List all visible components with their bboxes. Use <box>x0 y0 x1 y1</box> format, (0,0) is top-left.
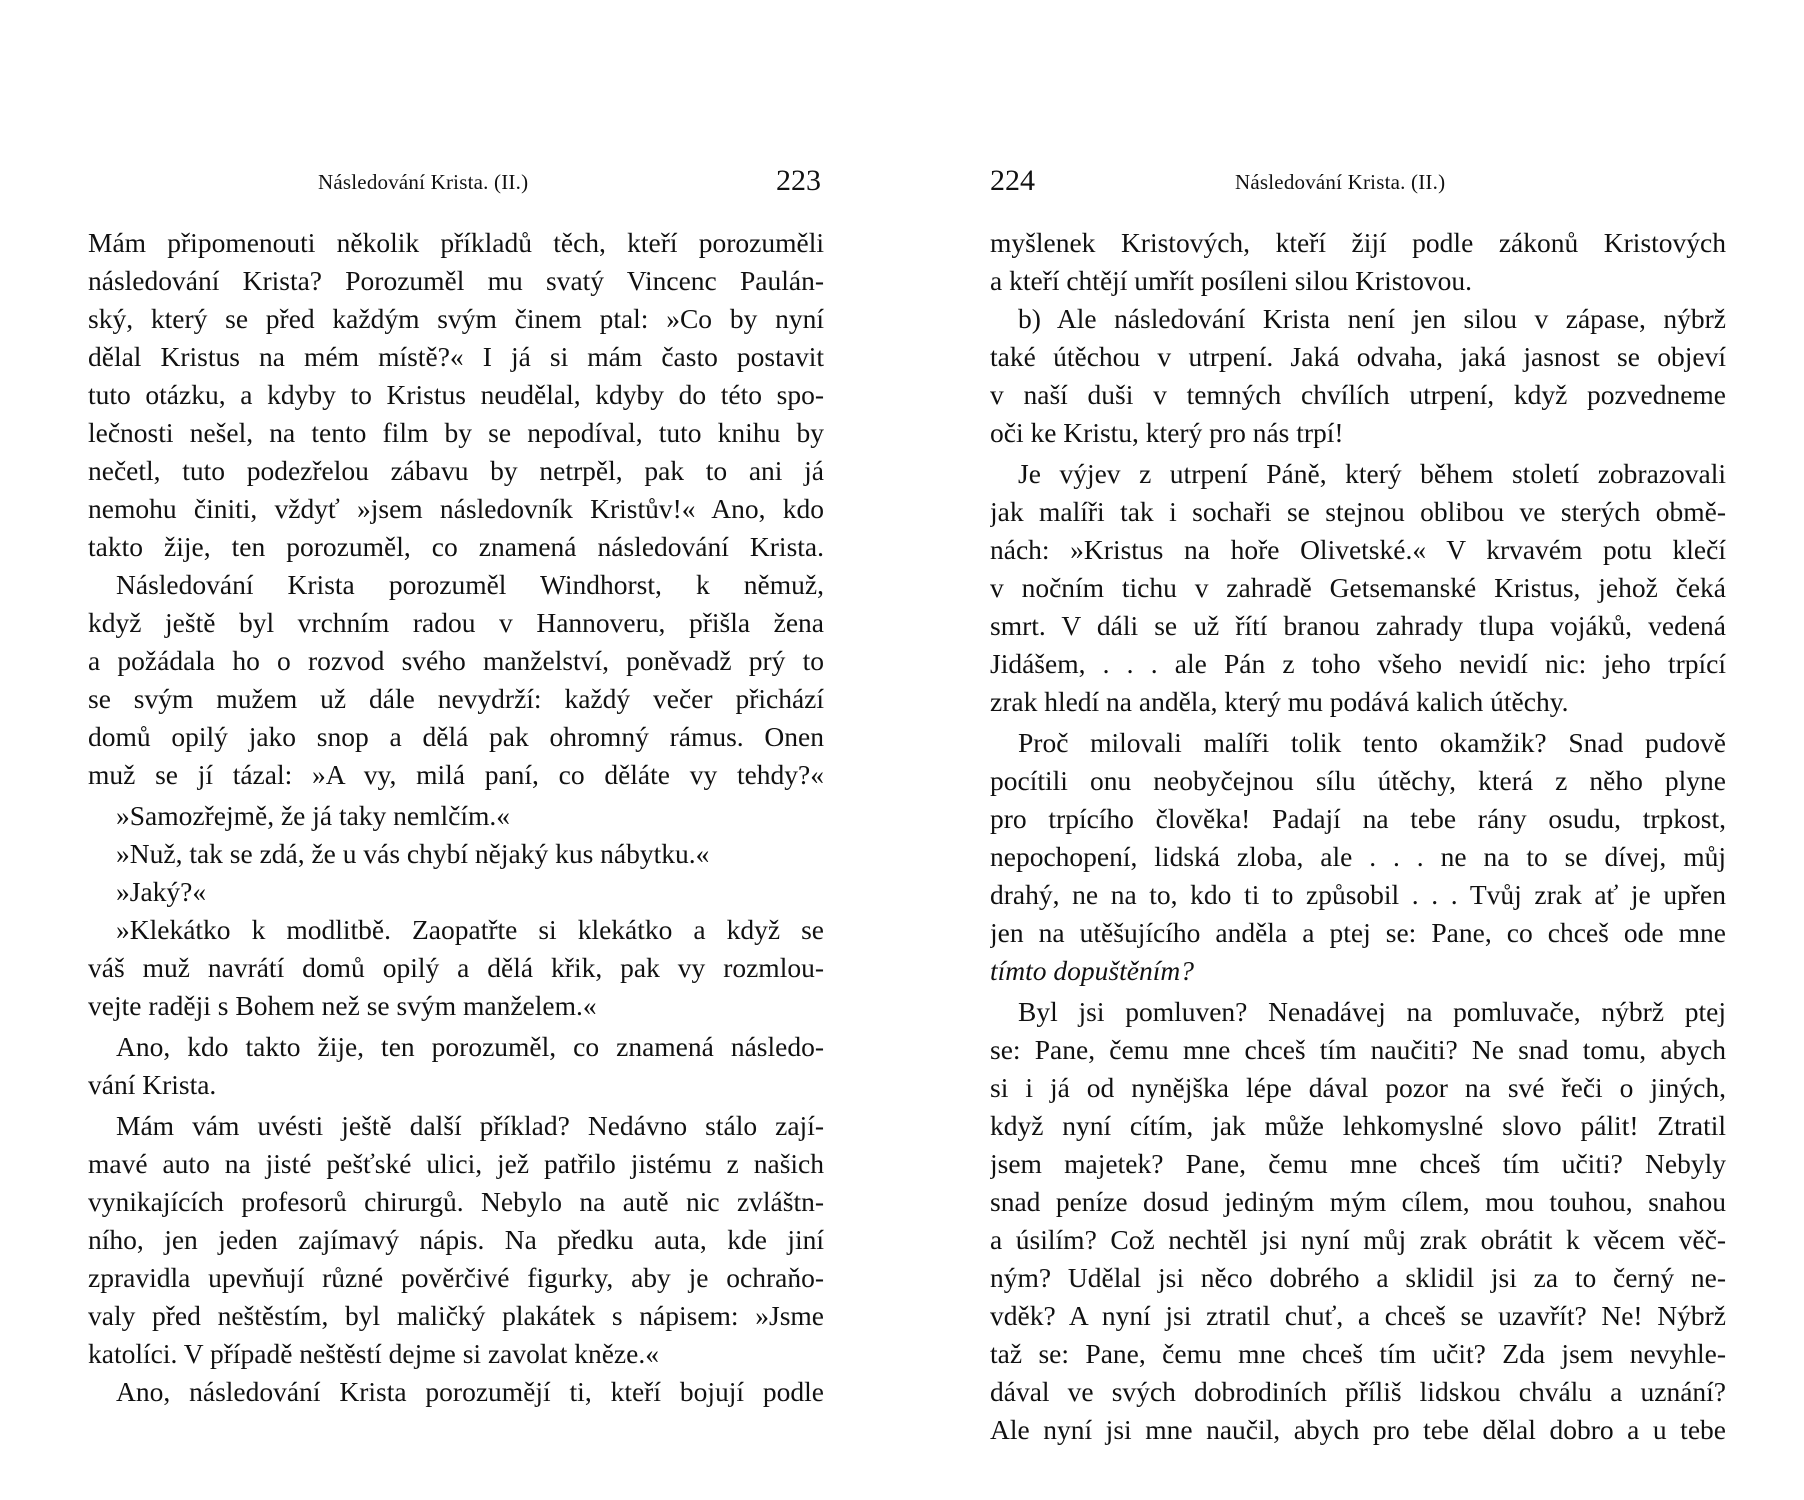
text-line: si i já od nynějška lépe dával pozor na své řeči o jiných, <box>990 1072 1726 1103</box>
text-line: Následování Krista porozuměl Windhorst, k němuž, <box>116 569 824 600</box>
text-line: muž se jí tázal: »A vy, milá paní, co děláte vy tehdy?« <box>88 759 824 790</box>
text-line: Byl jsi pomluven? Nenadávej na pomluvače, nýbrž ptej <box>1018 996 1726 1027</box>
text-line: Je výjev z utrpení Páně, který během století zobrazovali <box>1018 458 1726 489</box>
text-line: Mám připomenouti několik příkladů těch, kteří porozuměli <box>88 227 824 258</box>
text-line: Jidášem, . . . ale Pán z toho všeho nevidí nic: jeho trpící <box>990 648 1726 679</box>
page-number: 223 <box>776 164 821 197</box>
text-line: dělal Kristus na mém místě?« I já si mám často postavit <box>88 341 824 372</box>
running-title: Následování Krista. (II.) <box>1235 170 1446 194</box>
text-line: dával ve svých dobrodiních příliš lidskou chválu a uznání? <box>990 1376 1726 1407</box>
text-line: nečetl, tuto podezřelou zábavu by netrpěl, pak to ani já <box>88 455 824 486</box>
text-line: vání Krista. <box>88 1069 217 1100</box>
text-line: se svým mužem už dále nevydrží: každý večer přichází <box>88 683 824 714</box>
text-line: následování Krista? Porozuměl mu svatý Vincenc Paulán- <box>88 265 824 296</box>
text-line: zrak hledí na anděla, který mu podává kalich útěchy. <box>990 686 1569 717</box>
text-line: valy před neštěstím, byl maličký plakátek s nápisem: »Jsme <box>88 1300 824 1331</box>
text-line: vynikajících profesorů chirurgů. Nebylo na autě nic zvláštn- <box>88 1186 824 1217</box>
text-line: Ale nyní jsi mne naučil, abych pro tebe dělal dobro a u tebe <box>990 1414 1726 1445</box>
page-number: 224 <box>990 164 1035 197</box>
running-header <box>990 164 1726 204</box>
text-line: v nočním tichu v zahradě Getsemanské Kristus, jehož čeká <box>990 572 1726 603</box>
running-header <box>88 164 824 204</box>
text-line: také útěchou v utrpení. Jaká odvaha, jaká jasnost se objeví <box>990 341 1726 372</box>
text-line: ský, který se před každým svým činem ptal: »Co by nyní <box>88 303 824 334</box>
text-line: tuto otázku, a kdyby to Kristus neudělal, kdyby do této spo- <box>88 379 824 410</box>
text-line: pro trpícího člověka! Padají na tebe rány osudu, trpkost, <box>990 803 1726 834</box>
text-line: nepochopení, lidská zloba, ale . . . ne na to se dívej, můj <box>990 841 1726 872</box>
text-line: ným? Udělal jsi něco dobrého a sklidil jsi za to černý ne- <box>990 1262 1726 1293</box>
text-line: Ano, kdo takto žije, ten porozuměl, co znamená následo- <box>116 1031 824 1062</box>
body-text <box>990 224 1726 1449</box>
text-line: ního, jen jeden zajímavý nápis. Na předku auta, kde jiní <box>88 1224 824 1255</box>
text-line: pocítili onu neobyčejnou sílu útěchy, která z něho plyne <box>990 765 1726 796</box>
text-line: zpravidla upevňují různé pověrčivé figurky, aby je ochraňo- <box>88 1262 824 1293</box>
text-line: smrt. V dáli se už řítí branou zahrady tlupa vojáků, vedená <box>990 610 1726 641</box>
text-line: se: Pane, čemu mne chceš tím naučiti? Ne snad tomu, abych <box>990 1034 1726 1065</box>
text-line: lečnosti nešel, na tento film by se nepodíval, tuto knihu by <box>88 417 824 448</box>
text-line: váš muž navrátí domů opilý a dělá křik, pak vy rozmlou- <box>88 952 824 983</box>
text-line: v naší duši v temných chvílích utrpení, když pozvedneme <box>990 379 1726 410</box>
text-line: domů opilý jako snop a dělá pak ohromný rámus. Onen <box>88 721 824 752</box>
text-line: vděk? A nyní jsi ztratil chuť, a chceš se uzavřít? Ne! Nýbrž <box>990 1300 1726 1331</box>
text-line: a úsilím? Což nechtěl jsi nyní můj zrak obrátit k věcem věč- <box>990 1224 1726 1255</box>
text-line: vejte raději s Bohem než se svým manželem.« <box>88 990 597 1021</box>
text-line: a požádala ho o rozvod svého manželství, poněvadž prý to <box>88 645 824 676</box>
running-title: Následování Krista. (II.) <box>318 170 529 194</box>
text-line: když ještě byl vrchním radou v Hannoveru, přišla žena <box>88 607 824 638</box>
text-line: tímto dopuštěním? <box>990 955 1194 986</box>
text-line: takto žije, ten porozuměl, co znamená následování Krista. <box>88 531 824 562</box>
text-line: jsem majetek? Pane, čemu mne chceš tím učiti? Nebyly <box>990 1148 1726 1179</box>
text-line: Ano, následování Krista porozumějí ti, kteří bojují podle <box>116 1376 824 1407</box>
text-line: Proč milovali malíři tolik tento okamžik? Snad pudově <box>1018 727 1726 758</box>
text-line: myšlenek Kristových, kteří žijí podle zákonů Kristových <box>990 227 1726 258</box>
text-line: drahý, ne na to, kdo ti to způsobil . . . Tvůj zrak ať je upřen <box>990 879 1726 910</box>
text-line: taž se: Pane, čemu mne chceš tím učit? Zda jsem nevyhle- <box>990 1338 1726 1369</box>
text-line: nemohu činiti, vždyť »jsem následovník Kristův!« Ano, kdo <box>88 493 824 524</box>
text-line: katolíci. V případě neštěstí dejme si zavolat kněze.« <box>88 1338 659 1369</box>
text-line: b) Ale následování Krista není jen silou v zápase, nýbrž <box>1018 303 1726 334</box>
text-line: jen na utěšujícího anděla a ptej se: Pane, co chceš ode mne <box>990 917 1726 948</box>
text-line: oči ke Kristu, který pro nás trpí! <box>990 417 1344 448</box>
text-line: »Klekátko k modlitbě. Zaopatřte si klekátko a když se <box>116 914 824 945</box>
text-line: Mám vám uvésti ještě další příklad? Nedávno stálo zají- <box>116 1110 824 1141</box>
text-line: nách: »Kristus na hoře Olivetské.« V krvavém potu klečí <box>990 534 1726 565</box>
text-line: jak malíři tak i sochaři se stejnou oblibou ve sterých obmě- <box>990 496 1726 527</box>
text-line: když nyní cítím, jak může lehkomyslné slovo pálit! Ztratil <box>990 1110 1726 1141</box>
text-line: »Nuž, tak se zdá, že u vás chybí nějaký kus nábytku.« <box>116 838 710 869</box>
text-line: a kteří chtějí umřít posíleni silou Kristovou. <box>990 265 1472 296</box>
text-line: »Jaký?« <box>116 876 207 907</box>
text-line: snad peníze dosud jediným mým cílem, mou touhou, snahou <box>990 1186 1726 1217</box>
text-line: mavé auto na jisté pešťské ulici, jež patřilo jistému z našich <box>88 1148 824 1179</box>
body-text <box>88 224 824 1411</box>
text-line: »Samozřejmě, že já taky nemlčím.« <box>116 800 511 831</box>
